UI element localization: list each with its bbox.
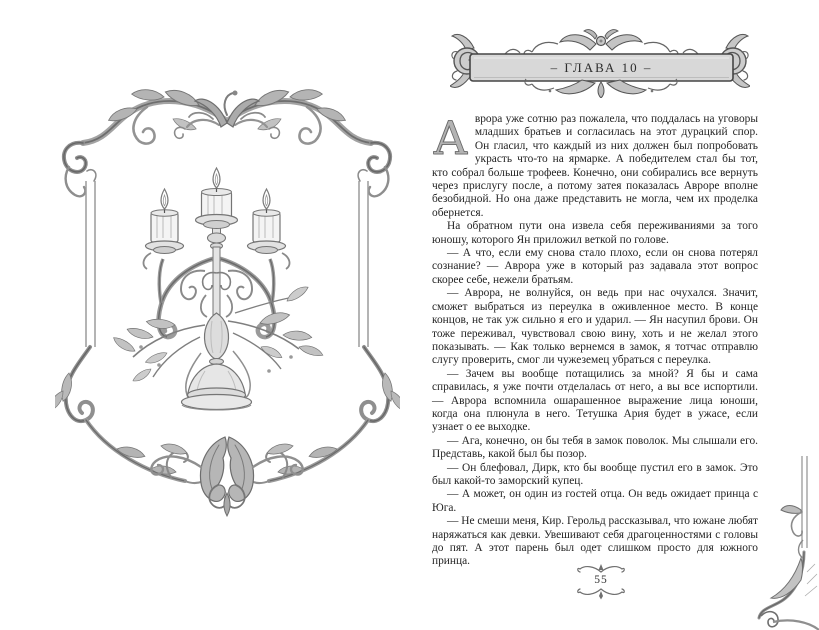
paragraph: — А может, он один из гостей отца. Он ведь ожидает принца с Юга. — [432, 488, 758, 514]
candelabra-illustration — [111, 168, 324, 410]
paragraph: — А что, если ему снова стало плохо, если он снова потерял сознание? — Аврора уже в который раз задавала этот вопрос скорее себе, нежели братьям. — [432, 247, 758, 286]
dropcap-letter: А — [433, 111, 468, 165]
ornate-frame-illustration — [55, 85, 400, 535]
paragraph: — Не смеши меня, Кир. Герольд рассказывал, что южане любят наряжаться как девки. Увешивают себя драгоценностями с головы до пят. А этот парень был одет слишком просто для южного принца. — [432, 515, 758, 568]
banner-bottom-garland — [525, 79, 677, 98]
frame-top-ornament — [64, 87, 390, 196]
page-number: 55 — [594, 574, 608, 586]
candelabra-stem-base — [182, 224, 252, 410]
paragraph: — Аврора, не волнуйся, он ведь при нас очухался. Значит, сможет выбраться из переулка в оживленное место. В конце концов, не так уж сильно я его и ударил. — Ян насупил брови. Он тоже переживал, чувствовал свою вину, хоть и не желал этого показывать. — Как только вернемся в замок, я тотчас отправлю слугу проверить, смог ли чужеземец убраться с переулка. — [432, 287, 758, 367]
paragraph: — Он блефовал, Дирк, кто бы вообще пустил его в замок. Это был какой-то заморский купец. — [432, 461, 758, 487]
chapter-title: – ГЛАВА 10 – — [550, 60, 653, 75]
paragraph: На обратном пути она извела себя переживаниями за того юношу, которого Ян приложил веткой по голове. — [432, 220, 758, 246]
paragraph-text: врора уже сотню раз пожалела, что поддалась на уговоры младших братьев и согласилась на этот дурацкий спор. Он гласил, что каждый из них должен был попробовать украсть что-то на ярмарке. А победителем стал бы тот, кто собрал больше трофеев. Конечно, они собирались все вернуть через прислугу после, а потому затея показалась Авроре вполне безобидной. Но она даже представить не могла, чем их проделка обернется. — [432, 113, 758, 219]
paragraph — [432, 113, 758, 220]
paragraph: — Зачем вы вообще потащились за мной? Я бы и сама справилась, я уже почти отделалась от него, а вы все испортили. — Аврора вспомнила ошарашенное выражение лица юноши, когда она плюнула в него. Тетушка Ария будет в ужасе, если узнает о ее выходке. — [432, 367, 758, 434]
page-number-bottom-sprig — [577, 587, 625, 600]
page-number-top-sprig — [577, 563, 625, 574]
banner-top-crest — [505, 30, 698, 57]
page-footer — [572, 563, 630, 600]
body-text — [432, 113, 758, 569]
right-edge-corner-ornament — [757, 452, 819, 630]
paragraph: — Ага, конечно, он бы тебя в замок поволок. Мы слышали его. Представь, какой был бы позор. — [432, 434, 758, 461]
